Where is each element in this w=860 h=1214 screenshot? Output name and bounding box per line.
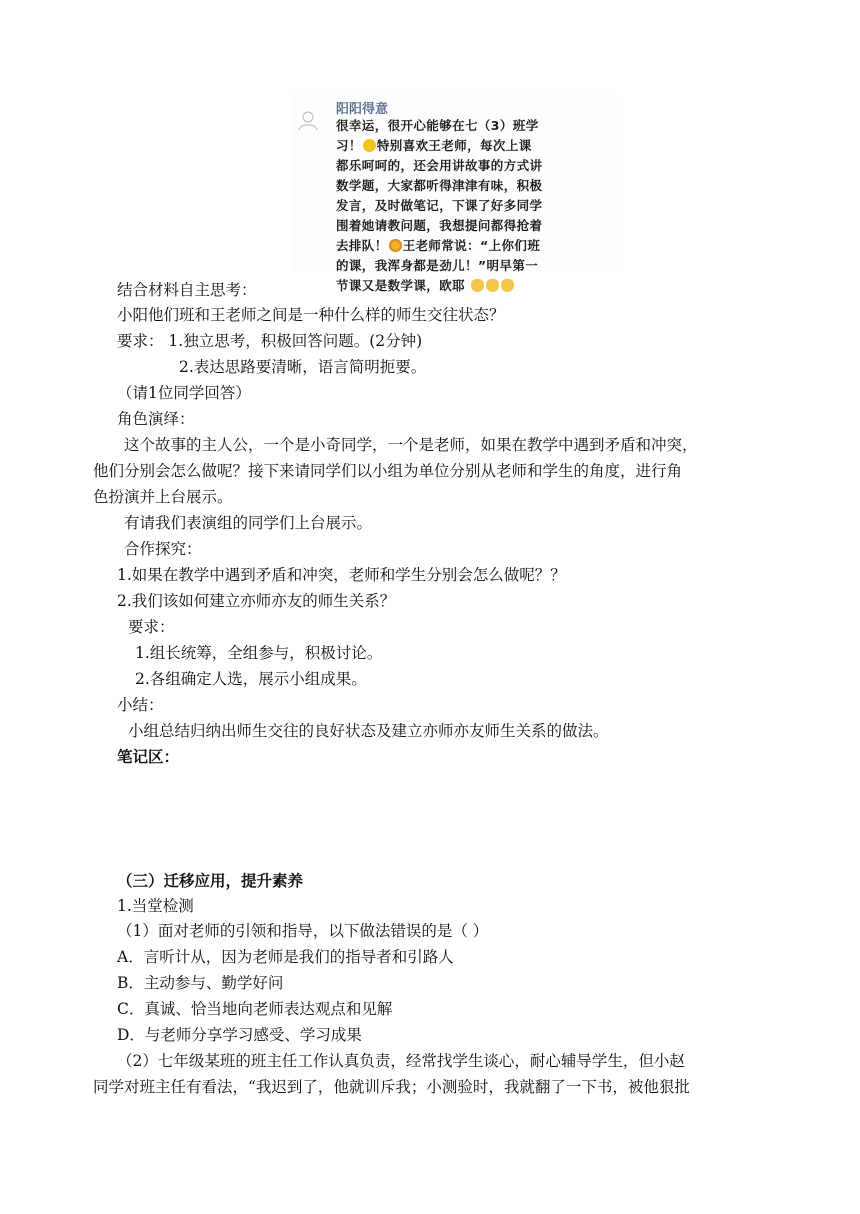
social-post-image <box>292 94 618 293</box>
text-line: 要求： 1.独立思考，积极回答问题。(2分钟) <box>117 332 423 350</box>
text-line: 2.各组确定人选，展示小组成果。 <box>135 670 367 688</box>
text-line: 这个故事的主人公，一个是小奇同学，一个是老师，如果在教学中遇到矛盾和冲突， <box>124 436 698 454</box>
victory-hand-emoji-icon <box>486 279 499 292</box>
text-line: 1.当堂检测 <box>117 897 194 915</box>
post-line: 习！ 特别喜欢王老师，每次上课 <box>336 138 532 153</box>
text-line: （请1位同学回答） <box>117 384 251 402</box>
post-line: 很幸运，很开心能够在七（3）班学 <box>336 118 539 133</box>
post-line: 数学题，大家都听得津津有味，积极 <box>336 178 543 193</box>
text-line: 色扮演并上台展示。 <box>93 488 233 506</box>
victory-hand-emoji-icon <box>501 279 514 292</box>
shocked-emoji-icon <box>389 239 402 252</box>
text-line: 1.组长统筹，全组参与，积极讨论。 <box>135 644 383 662</box>
post-line: 节课又是数学课，欧耶 <box>336 276 612 296</box>
option-line: D．与老师分享学习感受、学习成果 <box>117 1026 362 1044</box>
text-line: 1.如果在教学中遇到矛盾和冲突，老师和学生分别会怎么做呢？？ <box>117 566 566 584</box>
text-line: 小结： <box>117 696 164 714</box>
post-line: 发言，及时做笔记，下课了好多同学 <box>336 198 543 213</box>
smile-emoji-icon <box>363 139 376 152</box>
post-line: 都乐呵呵的，还会用讲故事的方式讲 <box>336 158 543 173</box>
section-heading: 笔记区： <box>117 748 180 766</box>
text-line: 要求： <box>128 618 175 636</box>
avatar-icon <box>296 108 320 132</box>
post-author-name: 阳阳得意 <box>336 102 389 117</box>
post-line: 围着她请教问题，我想提问都得抢着 <box>336 218 543 233</box>
question-line: （1）面对老师的引领和指导，以下做法错误的是（ ） <box>117 922 489 940</box>
text-line: 2.我们该如何建立亦师亦友的师生关系？ <box>117 592 396 610</box>
text-line: 小组总结归纳出师生交往的良好状态及建立亦师亦友师生关系的做法。 <box>128 722 609 740</box>
option-line: B．主动参与、勤学好问 <box>117 974 284 992</box>
text-line: 角色演绎： <box>117 410 195 428</box>
post-line: 去排队！ 王老师常说：“上你们班 <box>336 238 541 253</box>
option-line: C．真诚、恰当地向老师表达观点和见解 <box>117 1000 393 1018</box>
text-line: 2.表达思路要清晰，语言简明扼要。 <box>179 358 427 376</box>
option-line: A．言听计从，因为老师是我们的指导者和引路人 <box>117 948 454 966</box>
post-line: 的课，我浑身都是劲儿！”明早第一 <box>336 258 539 273</box>
text-line: 他们分别会怎么做呢？接下来请同学们以小组为单位分别从老师和学生的角度，进行角 <box>93 462 683 480</box>
text-line: 结合材料自主思考： <box>117 281 257 299</box>
section-heading: （三）迁移应用，提升素养 <box>117 872 304 890</box>
question-line: （2）七年级某班的班主任工作认真负责，经常找学生谈心，耐心辅导学生，但小赵 <box>117 1052 685 1070</box>
text-line: 小阳他们班和王老师之间是一种什么样的师生交往状态？ <box>117 306 505 324</box>
victory-hand-emoji-icon <box>471 279 484 292</box>
text-line: 合作探究： <box>124 540 202 558</box>
post-text <box>336 116 612 296</box>
text-line: 同学对班主任有看法，“我迟到了，他就训斥我；小测验时，我就翻了一下书，被他狠批 <box>93 1078 690 1096</box>
text-line: 有请我们表演组的同学们上台展示。 <box>124 514 373 532</box>
